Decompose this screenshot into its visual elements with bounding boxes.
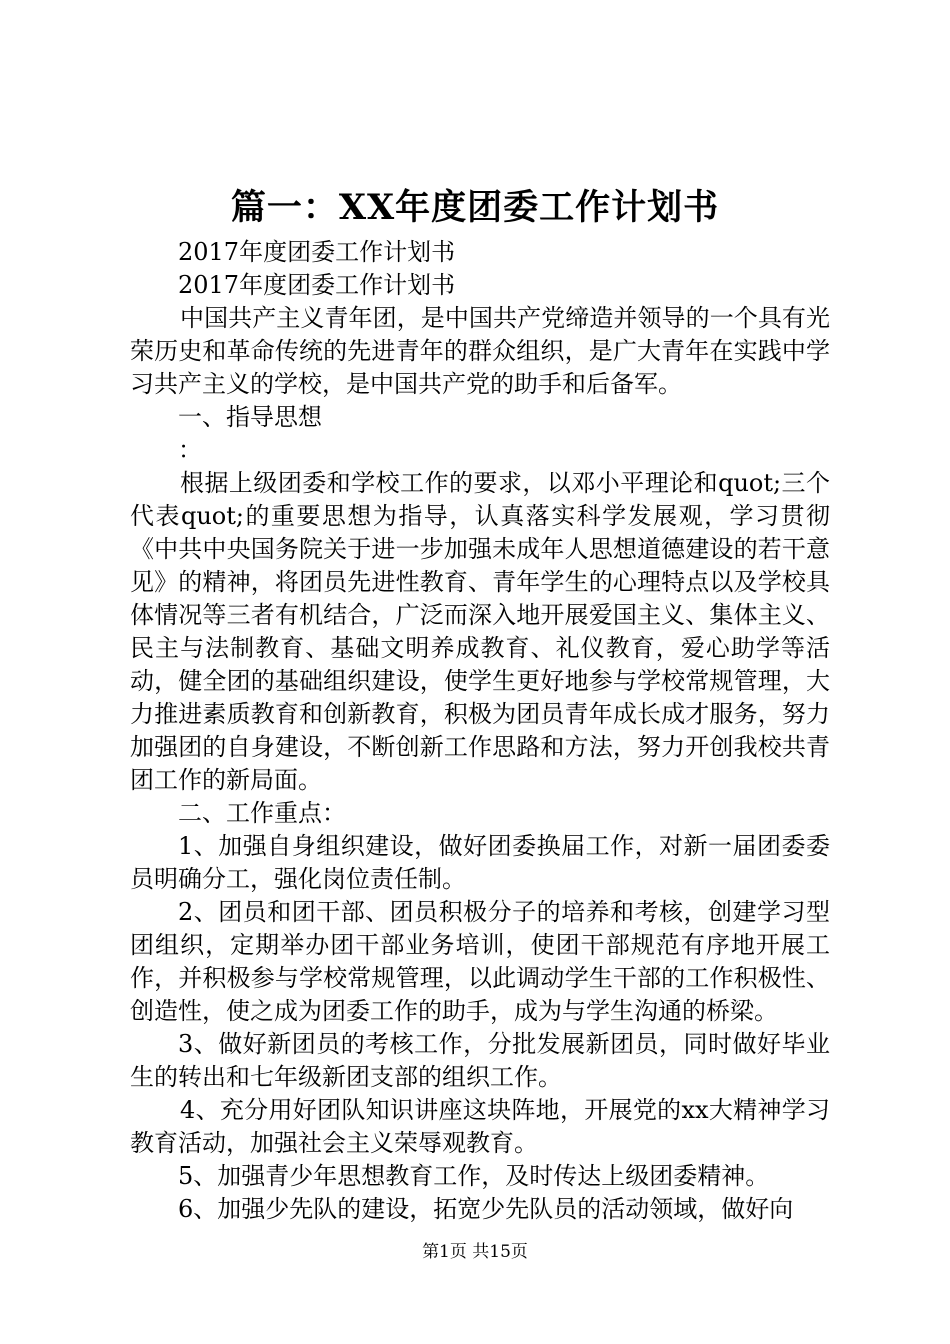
list-item-2: 2、团员和团干部、团员积极分子的培养和考核，创建学习型团组织，定期举办团干部业务培训，使团干部规范有序地开展工作，并积极参与学校常规管理，以此调动学生干部的工作积极性、创造性，使之成为团委工作的助手，成为与学生沟通的桥梁。 (130, 898, 830, 1025)
list-item-1: 1、加强自身组织建设，做好团委换届工作，对新一届团委委员明确分工，强化岗位责任制。 (130, 832, 830, 893)
section-heading-guiding-ideology: 一、指导思想 (178, 403, 322, 431)
document-title: 篇一：XX年度团委工作计划书 (230, 187, 720, 228)
paragraph-intro: 中国共产主义青年团，是中国共产党缔造并领导的一个具有光荣历史和革命传统的先进青年的群众组织，是广大青年在实践中学习共产主义的学校，是中国共产党的助手和后备军。 (130, 304, 830, 398)
paragraph-subtitle-2: 2017年度团委工作计划书 (178, 271, 456, 299)
list-item-3: 3、做好新团员的考核工作，分批发展新团员，同时做好毕业生的转出和七年级新团支部的组织工作。 (130, 1030, 830, 1091)
list-item-4: 4、充分用好团队知识讲座这块阵地，开展党的xx大精神学习教育活动，加强社会主义荣辱观教育。 (130, 1096, 830, 1157)
paragraph-colon: ： (178, 436, 202, 464)
list-item-5: 5、加强青少年思想教育工作，及时传达上级团委精神。 (178, 1162, 770, 1190)
section-heading-work-focus: 二、工作重点： (178, 799, 346, 827)
paragraph-subtitle-1: 2017年度团委工作计划书 (178, 238, 456, 266)
paragraph-guiding-ideology: 根据上级团委和学校工作的要求，以邓小平理论和quot;三个代表quot;的重要思想为指导，认真落实科学发展观，学习贯彻《中共中央国务院关于进一步加强未成年人思想道德建设的若干意见》的精神，将团员先进性教育、青年学生的心理特点以及学校具体情况等三者有机结合，广泛而深入地开展爱国主义、集体主义、民主与法制教育、基础文明养成教育、礼仪教育，爱心助学等活动，健全团的基础组织建设，使学生更好地参与学校常规管理，大力推进素质教育和创新教育，积极为团员青年成长成才服务，努力加强团的自身建设，不断创新工作思路和方法，努力开创我校共青团工作的新局面。 (130, 469, 830, 794)
page-footer: 第1页 共15页 (422, 1242, 528, 1262)
document-body (130, 236, 830, 1226)
list-item-6: 6、加强少先队的建设，拓宽少先队员的活动领域，做好向 (178, 1195, 794, 1223)
